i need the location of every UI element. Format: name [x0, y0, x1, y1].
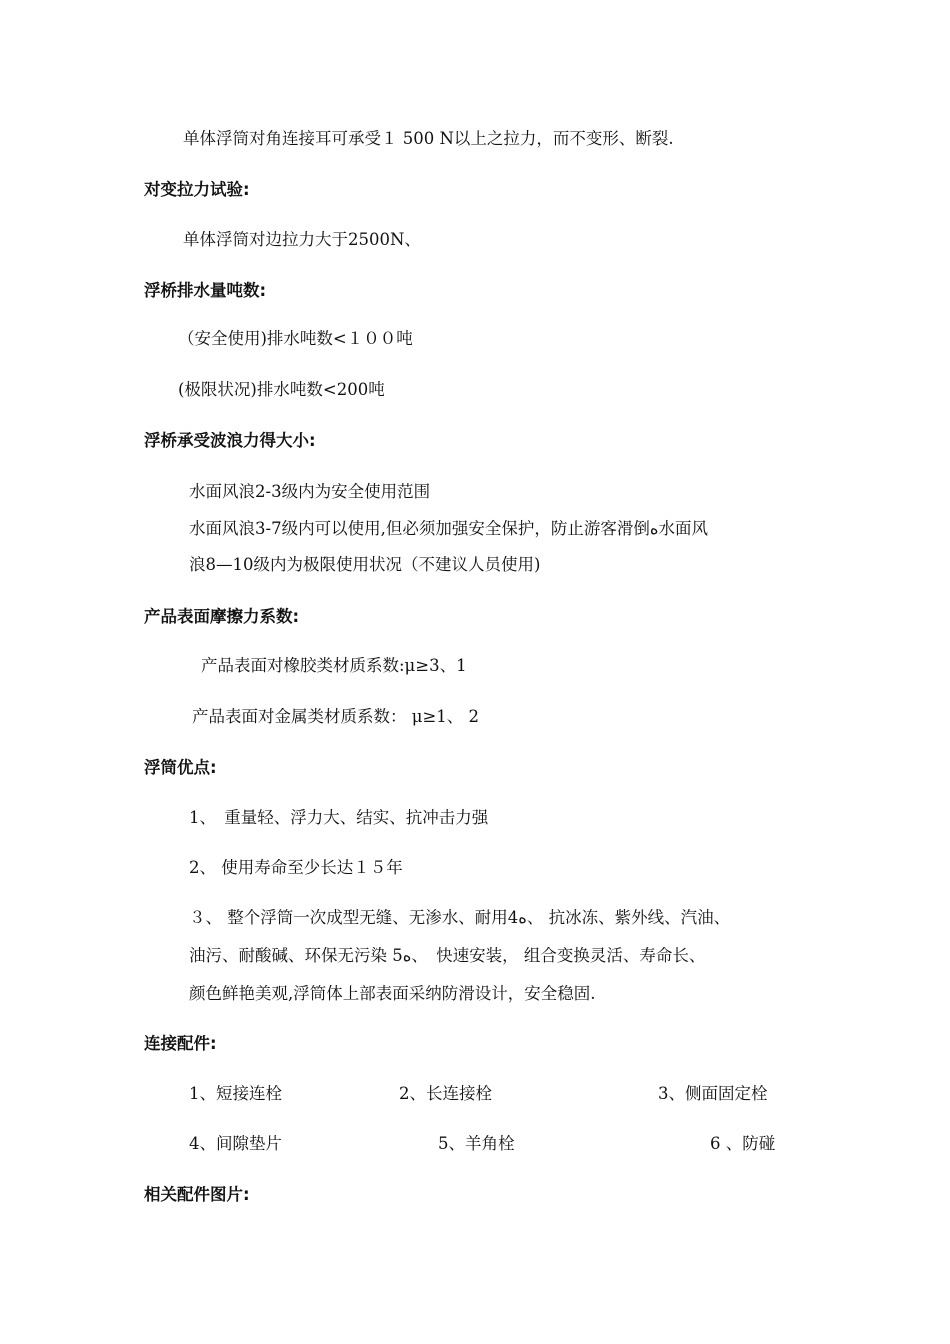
friction-metal-line: 产品表面对金属类材质系数： μ≥1、 2	[192, 707, 480, 726]
advantage-item-3-line-3: 颜色鲜艳美观,浮筒体上部表面采纳防滑设计，安全稳固.	[189, 984, 596, 1003]
advantage-item-3-line-2: 油污、耐酸碱、环保无污染 5ه、 快速安装， 组合变换灵活、寿命长、	[189, 946, 706, 965]
friction-rubber-line: 产品表面对橡胶类材质系数:μ≥3、1	[201, 656, 467, 675]
fitting-item: 5、羊角栓	[438, 1134, 515, 1153]
displacement-safe-line: （安全使用)排水吨数<１００吨	[178, 329, 413, 348]
fitting-item: 1、短接连栓	[189, 1084, 282, 1103]
section-heading-fittings: 连接配件:	[144, 1034, 217, 1053]
fitting-item: 2、长连接栓	[399, 1084, 492, 1103]
waves-line-1: 水面风浪2-3级内为安全使用范围	[189, 482, 431, 501]
fitting-item: 3、侧面固定栓	[658, 1084, 768, 1103]
fitting-item: 6 、防碰	[710, 1134, 776, 1153]
tension-test-line: 单体浮筒对边拉力大于2500N、	[183, 230, 421, 249]
advantage-item-2: 2、 使用寿命至少长达１５年	[189, 858, 403, 877]
section-heading-waves: 浮桥承受波浪力得大小:	[144, 431, 316, 450]
waves-line-3: 浪8—10级内为极限使用状况（不建议人员使用)	[189, 555, 541, 574]
displacement-limit-line: (极限状况)排水吨数<200吨	[178, 380, 385, 399]
intro-line: 单体浮筒对角连接耳可承受１ 500 N以上之拉力，而不变形、断裂.	[183, 129, 674, 148]
waves-line-2: 水面风浪3-7级内可以使用,但必须加强安全保护，防止游客滑倒ه水面风	[189, 519, 708, 538]
section-heading-pictures: 相关配件图片:	[144, 1185, 250, 1204]
fitting-item: 4、间隙垫片	[189, 1134, 282, 1153]
advantage-item-3-line-1: ３、 整个浮筒一次成型无缝、无渗水、耐用4ه、 抗冰冻、紫外线、汽油、	[189, 908, 731, 927]
advantage-item-1: 1、 重量轻、浮力大、结实、抗冲击力强	[189, 808, 489, 827]
section-heading-friction: 产品表面摩擦力系数:	[144, 607, 300, 626]
section-heading-advantages: 浮筒优点:	[144, 758, 217, 777]
section-heading-displacement: 浮桥排水量吨数:	[144, 281, 267, 300]
section-heading-tension-test: 对变拉力试验:	[144, 180, 250, 199]
